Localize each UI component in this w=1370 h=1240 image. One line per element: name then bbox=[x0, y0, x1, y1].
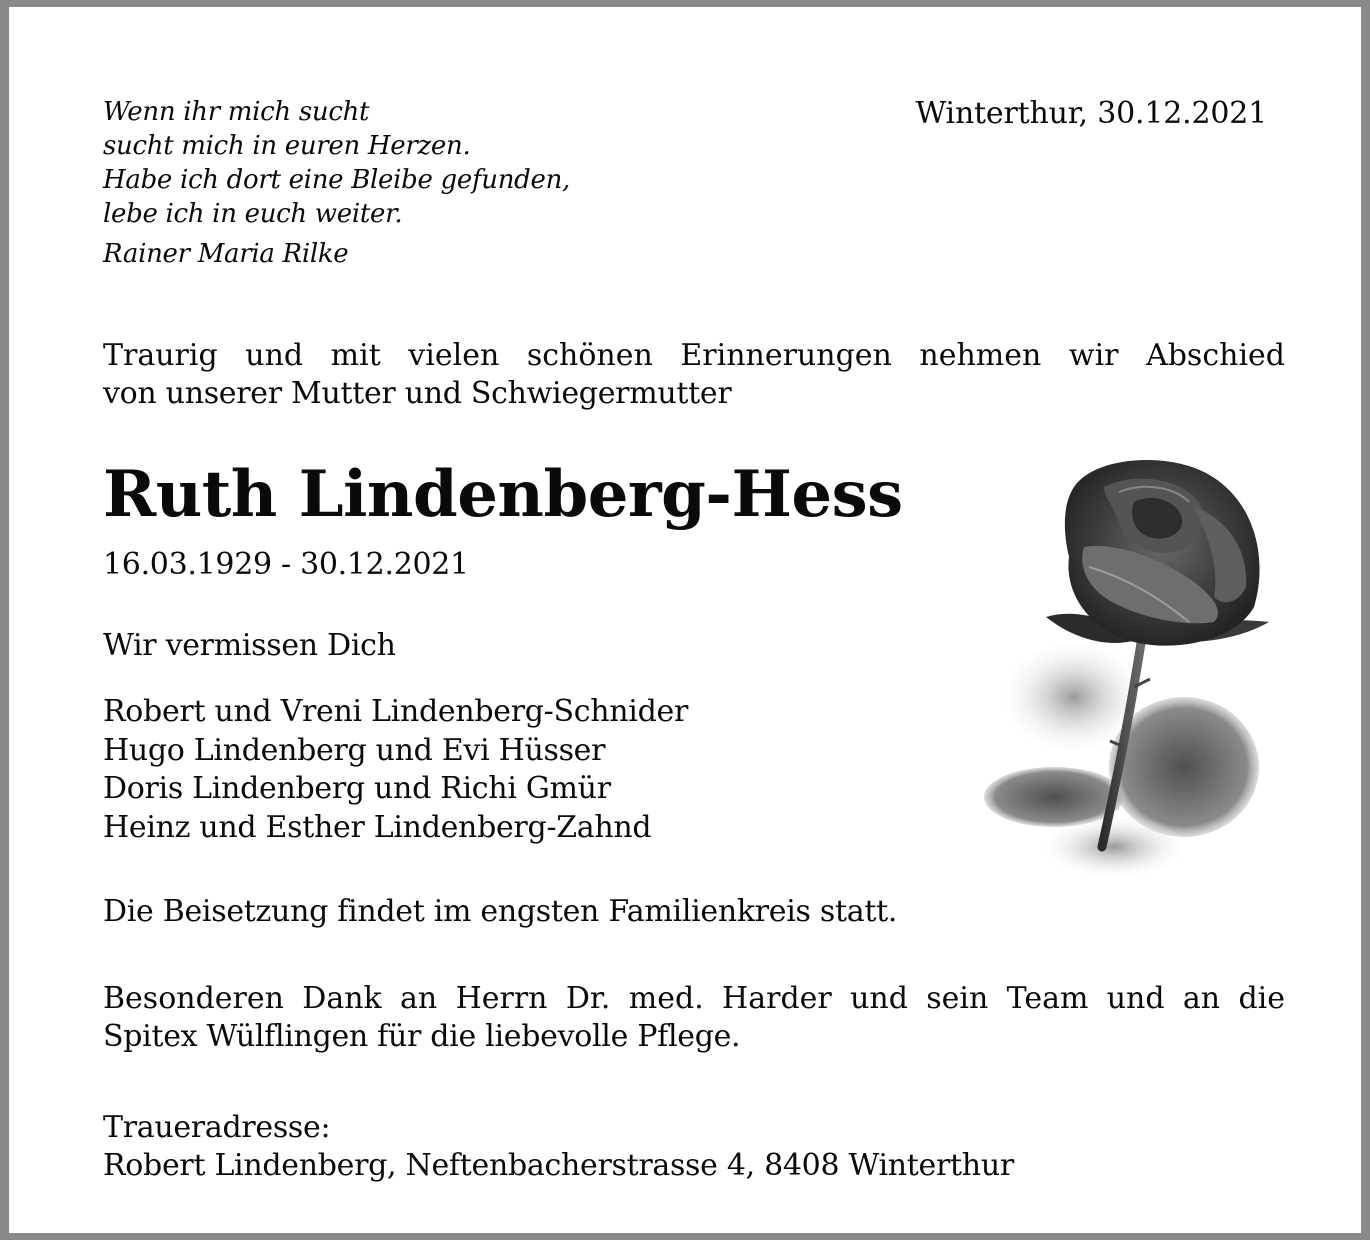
address-value: Robert Lindenberg, Neftenbacherstrasse 4, 8408 Winterthur bbox=[103, 1148, 1014, 1183]
family-member: Heinz und Esther Lindenberg-Zahnd bbox=[103, 809, 652, 845]
poem-author: Rainer Maria Rilke bbox=[103, 239, 349, 269]
thanks-line: Spitex Wülflingen für die liebevolle Pflege. bbox=[103, 1019, 741, 1054]
place-date: Winterthur, 30.12.2021 bbox=[915, 96, 1267, 131]
intro-text bbox=[103, 337, 1285, 413]
family-list bbox=[103, 693, 688, 847]
family-member: Doris Lindenberg und Richi Gmür bbox=[103, 771, 611, 806]
thanks-text bbox=[103, 980, 1285, 1056]
life-dates: 16.03.1929 - 30.12.2021 bbox=[103, 547, 469, 582]
poem bbox=[103, 95, 570, 271]
poem-line: sucht mich in euren Herzen. bbox=[103, 131, 471, 161]
family-member: Hugo Lindenberg und Evi Hüsser bbox=[103, 732, 606, 768]
poem-line: Habe ich dort eine Bleibe gefunden, bbox=[103, 165, 570, 195]
family-member: Robert und Vreni Lindenberg-Schnider bbox=[103, 694, 688, 729]
intro-line: Traurig und mit vielen schönen Erinnerungen nehmen wir Abschied bbox=[103, 338, 1285, 373]
poem-line: Wenn ihr mich sucht bbox=[103, 97, 370, 127]
deceased-name: Ruth Lindenberg-Hess bbox=[103, 457, 903, 532]
rose-icon bbox=[984, 447, 1284, 887]
poem-line: lebe ich in euch weiter. bbox=[103, 199, 403, 229]
miss-text: Wir vermissen Dich bbox=[103, 628, 396, 663]
address-label: Traueradresse: bbox=[103, 1110, 331, 1145]
mourning-address bbox=[103, 1109, 1014, 1185]
thanks-line: Besonderen Dank an Herrn Dr. med. Harder und sein Team und an die bbox=[103, 981, 1285, 1016]
intro-line: von unserer Mutter und Schwiegermutter bbox=[103, 376, 732, 411]
burial-note: Die Beisetzung findet im engsten Familienkreis statt. bbox=[103, 894, 898, 929]
